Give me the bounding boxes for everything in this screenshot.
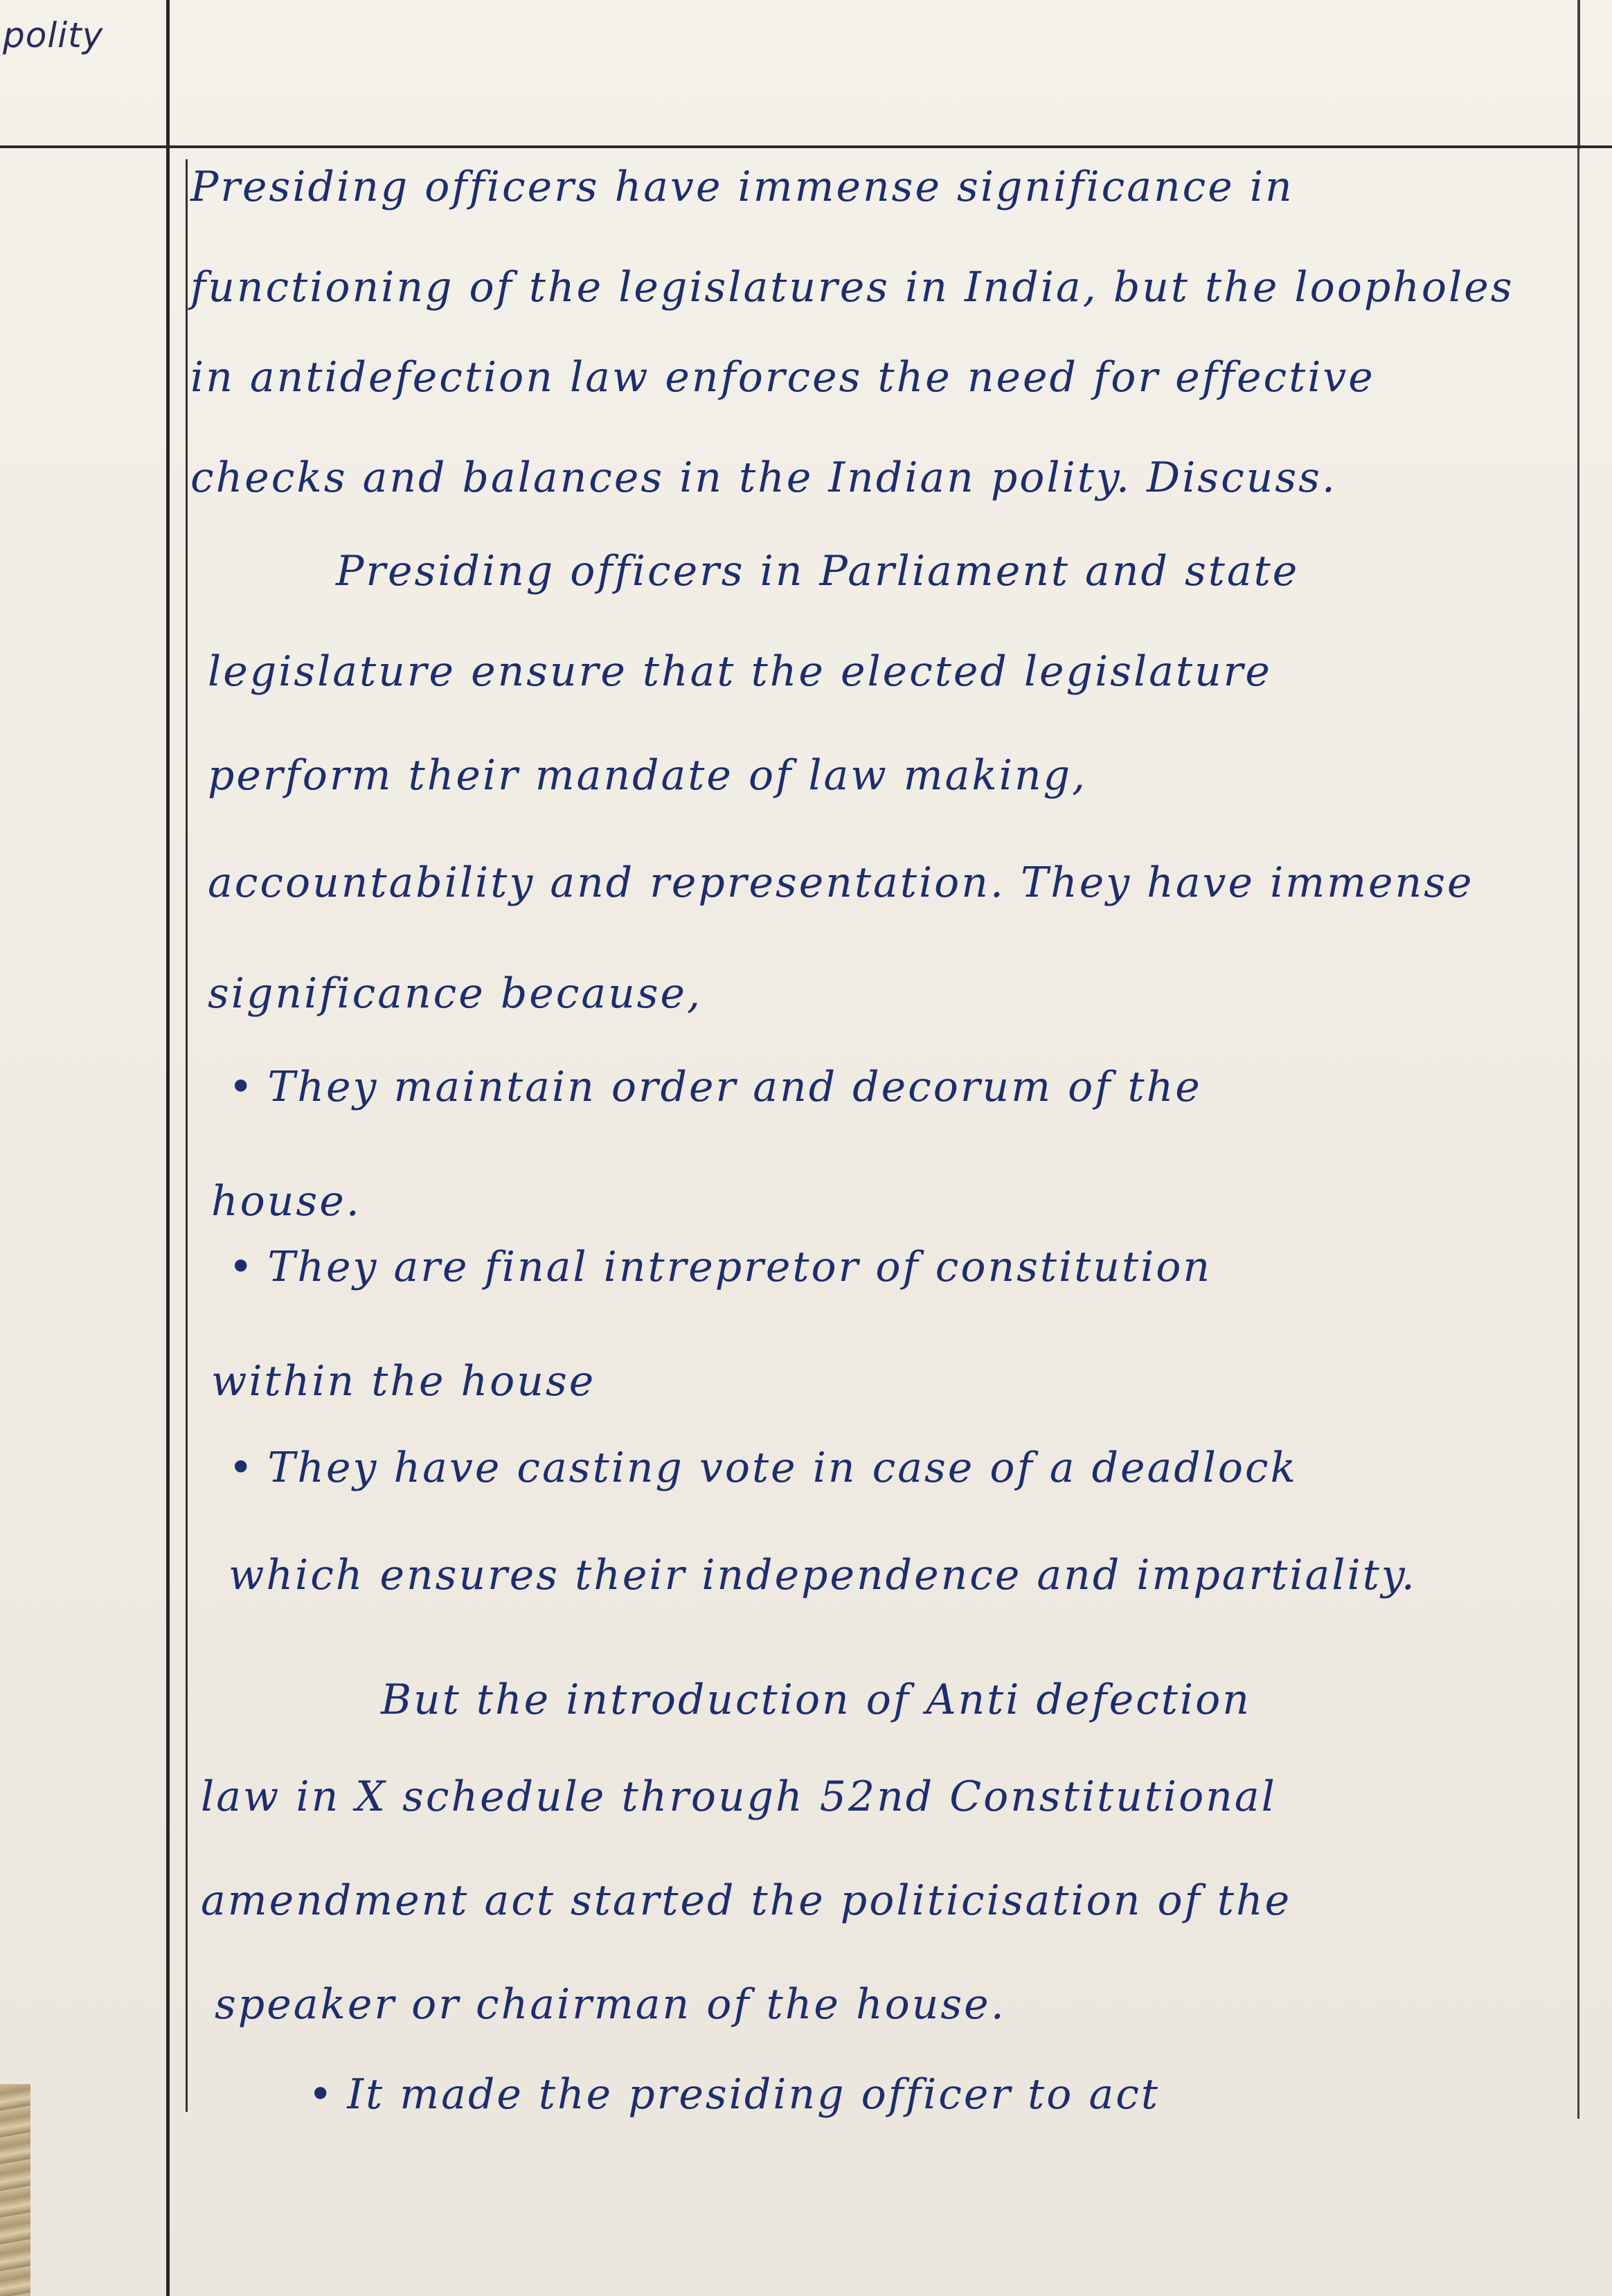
answer-line-1: Presiding officers in Parliament and state (336, 547, 1300, 595)
bullet-item-3 (229, 1444, 1298, 1492)
bullet-text: They maintain order and decorum of the (267, 1063, 1202, 1111)
subject-label: polity (3, 15, 104, 55)
bullet-item-2 (229, 1243, 1212, 1291)
question-line-3: in antidefection law enforces the need for effective (190, 353, 1375, 402)
bullet-item-2-cont: within the house (211, 1357, 596, 1406)
bullet-item-3-cont: which ensures their independence and impartiality. (229, 1551, 1417, 1599)
right-rule (1577, 0, 1579, 2119)
question-line-4: checks and balances in the Indian polity. Discuss. (190, 454, 1337, 502)
bullet-item-4 (308, 2070, 1160, 2119)
margin-line (166, 0, 170, 2296)
paragraph-2-line-4: speaker or chairman of the house. (215, 1980, 1006, 2029)
table-edge (0, 2084, 30, 2296)
bullet-marker: • (229, 1243, 256, 1291)
answer-line-3: perform their mandate of law making, (208, 751, 1088, 800)
bullet-item-1 (229, 1063, 1202, 1111)
bullet-marker: • (229, 1444, 256, 1492)
bullet-text: They are final intrepretor of constitution (267, 1243, 1212, 1291)
bullet-marker: • (229, 1063, 256, 1111)
bullet-marker: • (308, 2070, 335, 2119)
bullet-text: It made the presiding officer to act (347, 2070, 1160, 2119)
question-line-2: functioning of the legislatures in India, but the loopholes (190, 263, 1514, 312)
question-line-1: Presiding officers have immense significance in (190, 163, 1294, 211)
header-rule (0, 145, 1612, 148)
bullet-item-1-cont: house. (211, 1177, 361, 1226)
bullet-text: They have casting vote in case of a deadlock (267, 1444, 1298, 1492)
answer-line-4: accountability and representation. They have immense (208, 859, 1474, 907)
paragraph-2-line-2: law in X schedule through 52nd Constitutional (201, 1773, 1277, 1821)
answer-line-5: significance because, (208, 969, 703, 1018)
answer-line-2: legislature ensure that the elected legislature (208, 647, 1272, 696)
text-margin-line (186, 159, 188, 2112)
paragraph-2-line-3: amendment act started the politicisation of the (201, 1876, 1292, 1925)
paragraph-2-line-1: But the introduction of Anti defection (381, 1676, 1251, 1724)
